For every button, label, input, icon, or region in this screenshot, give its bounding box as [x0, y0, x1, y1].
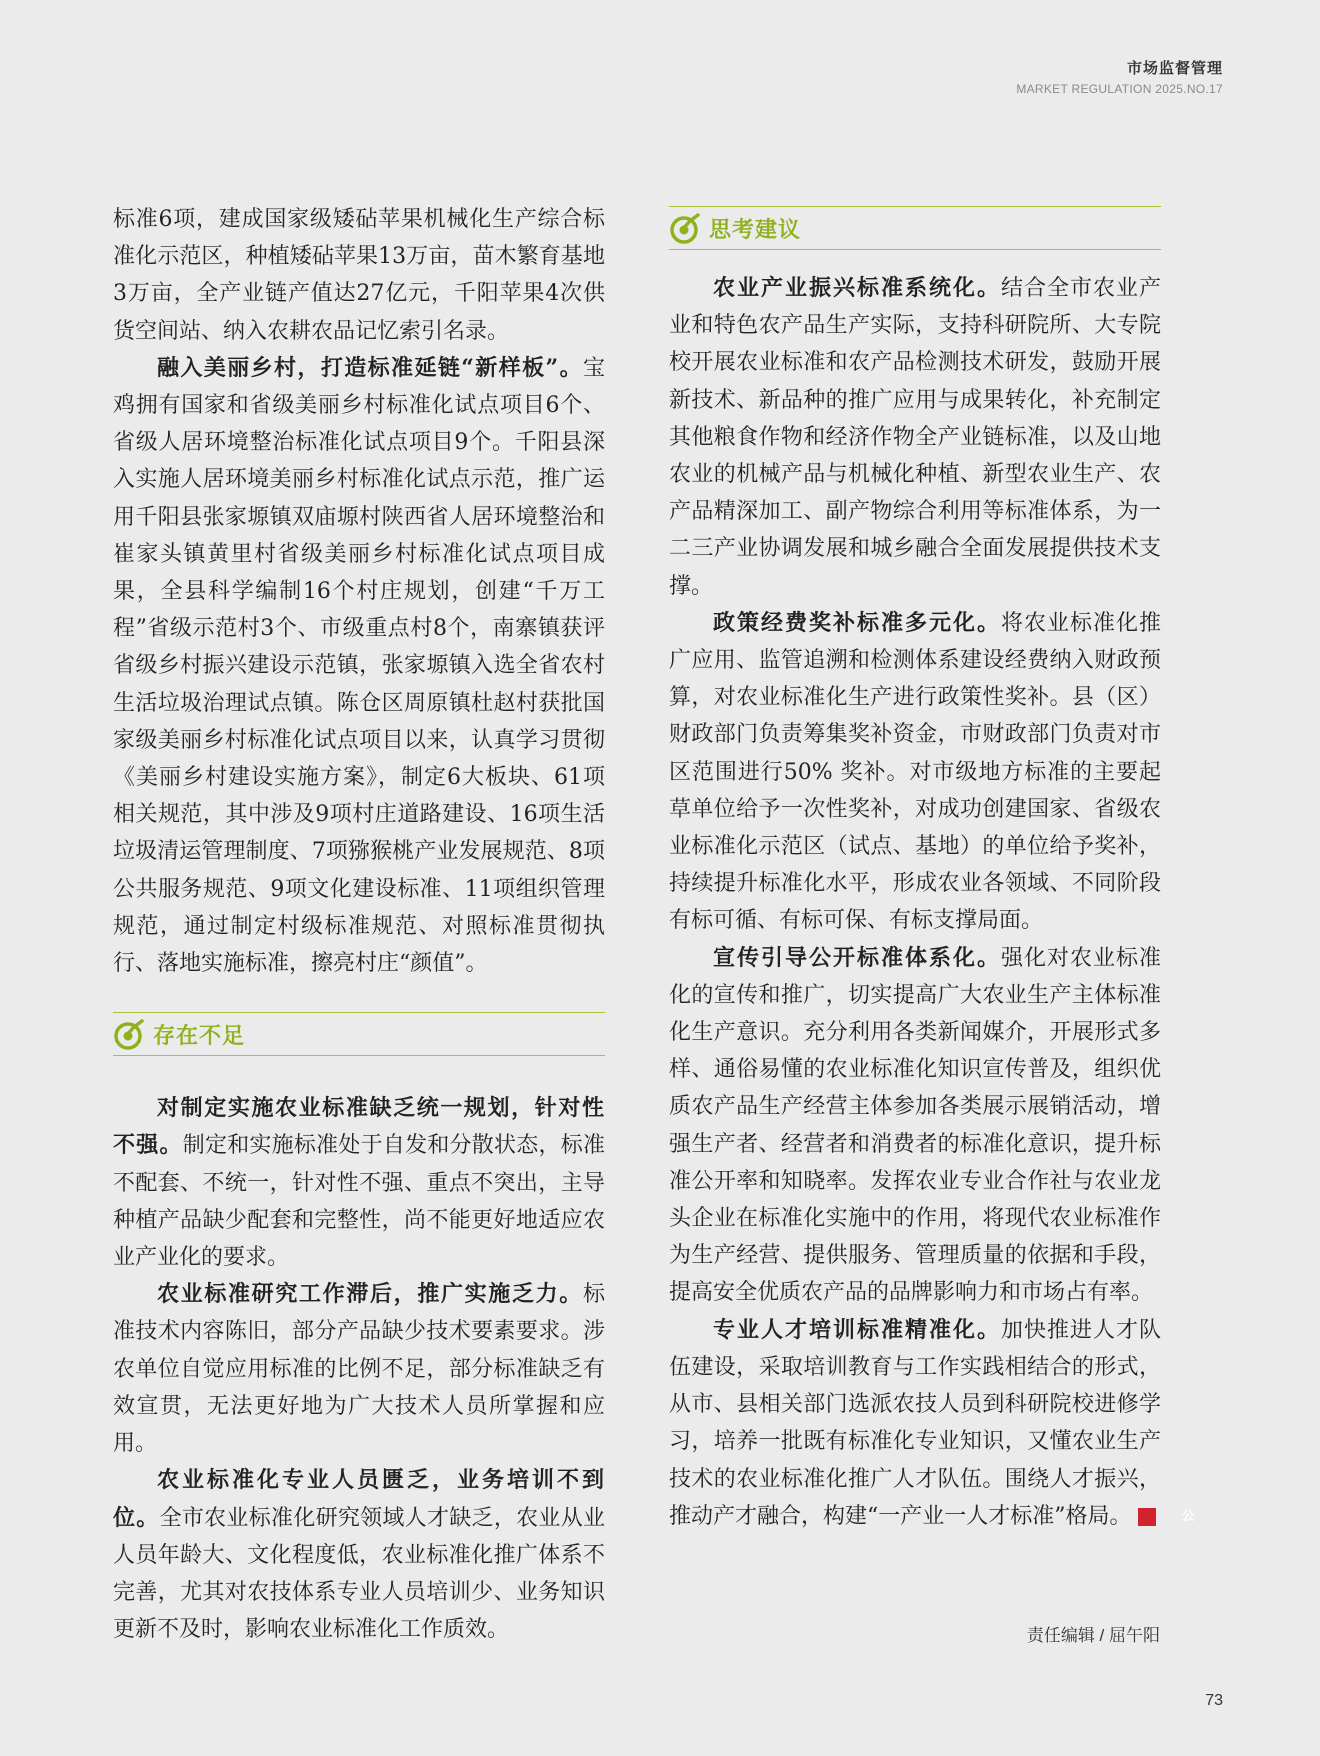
- target-check-icon: [113, 1017, 147, 1051]
- paragraph-body: 制定和实施标准处于自发和分散状态，标准不配套、不统一，针对性不强、重点不突出，主导种植产品缺少配套和完整性，尚不能更好地适应农业产业化的要求。: [113, 1133, 605, 1271]
- magazine-title: 市场监督管理: [1126, 60, 1223, 77]
- paragraph-lead: 专业人才培训标准精准化。: [713, 1316, 1001, 1343]
- section-header-shortcomings: [113, 1012, 605, 1056]
- paragraph: [113, 1462, 605, 1648]
- paragraph-body: 全市农业标准化研究领域人才缺乏，农业从业人员年龄大、文化程度低，农业标准化推广体系不完善，尤其对农技体系专业人员培训少、业务知识更新不及时，影响农业标准化工作质效。: [113, 1505, 605, 1643]
- running-header: [1016, 60, 1223, 97]
- paragraph: [113, 350, 605, 982]
- page-number: 73: [1205, 1692, 1223, 1709]
- paragraph: 标准6项，建成国家级矮砧苹果机械化生产综合标准化示范区，种植矮砧苹果13万亩，苗木繁育基地3万亩，全产业链产值达27亿元，千阳苹果4次供货空间站、纳入农耕农品记忆索引名录。: [113, 207, 605, 344]
- paragraph: [113, 1276, 605, 1462]
- paragraph: [669, 605, 1161, 940]
- section-title: 存在不足: [153, 1022, 246, 1048]
- paragraph-lead: 对制定实施农业标准缺乏统一规划，针对性不强。: [113, 1095, 605, 1159]
- paragraph: [669, 270, 1161, 605]
- paragraph-lead: 农业标准研究工作滞后，推广实施乏力。: [157, 1281, 583, 1308]
- paragraph: [669, 1312, 1195, 1535]
- paragraph-body: 强化对农业标准化的宣传和推广，切实提高广大农业生产主体标准化生产意识。充分利用各类新闻媒介，开展形式多样、通俗易懂的农业标准化知识宣传普及，组织优质农产品生产经营主体参加各类展示展销活动，增强生产者、经营者和消费者的标准化意识，提升标准公开率和知晓率。发挥农业专业合作社与农业龙头企业在标准化实施中的作用，将现代农业标准作为生产经营、提供服务、管理质量的依据和手段，提高安全优质农产品的品牌影响力和市场占有率。: [669, 945, 1161, 1306]
- end-mark-icon: 公: [1138, 1508, 1156, 1526]
- paragraph-body: 将农业标准化推广应用、监管追溯和检测体系建设经费纳入财政预算，对农业标准化生产进行政策性奖补。县（区）财政部门负责筹集奖补资金，市财政部门负责对市区范围进行50% 奖补。对市级地方标准的主要起草单位给予一次性奖补，对成功创建国家、省级农业标准化示范区（试点、基地）的单位给予奖补，持续提升标准化水平，形成农业各领域、不同阶段有标可循、有标可保、有标支撑局面。: [669, 610, 1161, 934]
- paragraph-lead: 政策经费奖补标准多元化。: [713, 609, 1001, 636]
- paragraph-body: 标准技术内容陈旧，部分产品缺少技术要素要求。涉农单位自觉应用标准的比例不足，部分标准缺乏有效宣贯，无法更好地为广大技术人员所掌握和应用。: [113, 1282, 605, 1457]
- paragraph-lead: 宣传引导公开标准体系化。: [713, 944, 1001, 971]
- section-header-suggestions: [669, 206, 1161, 250]
- paragraph-lead: 融入美丽乡村，打造标准延链“新样板”。: [157, 354, 583, 381]
- paragraph-body: 宝鸡拥有国家和省级美丽乡村标准化试点项目6个、省级人居环境整治标准化试点项目9个。千阳县深入实施人居环境美丽乡村标准化试点示范，推广运用千阳县张家塬镇双庙塬村陕西省人居环境整治和崔家头镇黄里村省级美丽乡村标准化试点项目成果，全县科学编制16个村庄规划，创建“千万工程”省级示范村3个、市级重点村8个，南寨镇获评省级乡村振兴建设示范镇，张家塬镇入选全省农村生活垃圾治理试点镇。陈仓区周原镇杜赵村获批国家级美丽乡村标准化试点项目以来，认真学习贯彻《美丽乡村建设实施方案》，制定6大板块、61项相关规范，其中涉及9项村庄道路建设、16项生活垃圾清运管理制度、7项猕猴桃产业发展规范、8项公共服务规范、9项文化建设标准、11项组织管理规范，通过制定村级标准规范、对照标准贯彻执行、落地实施标准，擦亮村庄“颜值”。: [113, 355, 605, 977]
- paragraph: [669, 940, 1161, 1312]
- paragraph-lead: 农业标准化专业人员匮乏，业务培训不到位。: [113, 1467, 605, 1531]
- editor-credit: 责任编辑 / 屈午阳: [1026, 1626, 1160, 1645]
- right-column: [669, 206, 1195, 1535]
- paragraph: [113, 1090, 605, 1276]
- paragraph-body: 结合全市农业产业和特色农产品生产实际，支持科研院所、大专院校开展农业标准和农产品检测技术研发，鼓励开展新技术、新品种的推广应用与成果转化，补充制定其他粮食作物和经济作物全产业链标准，以及山地农业的机械产品与机械化种植、新型农业生产、农产品精深加工、副产物综合利用等标准体系，为一二三产业协调发展和城乡融合全面发展提供技术支撑。: [669, 276, 1161, 599]
- magazine-issue: MARKET REGULATION 2025.NO.17: [1016, 82, 1223, 96]
- left-column: [113, 201, 605, 1648]
- paragraph-body: 加快推进人才队伍建设，采取培训教育与工作实践相结合的形式，从市、县相关部门选派农技人员到科研院校进修学习，培养一批既有标准化专业知识，又懂农业生产技术的农业标准化推广人才队伍。围绕人才振兴，推动产才融合，构建“一产业一人才标准”格局。: [669, 1317, 1161, 1529]
- section-title: 思考建议: [709, 216, 802, 242]
- paragraph-lead: 农业产业振兴标准系统化。: [713, 275, 1001, 301]
- target-check-icon: [669, 211, 703, 245]
